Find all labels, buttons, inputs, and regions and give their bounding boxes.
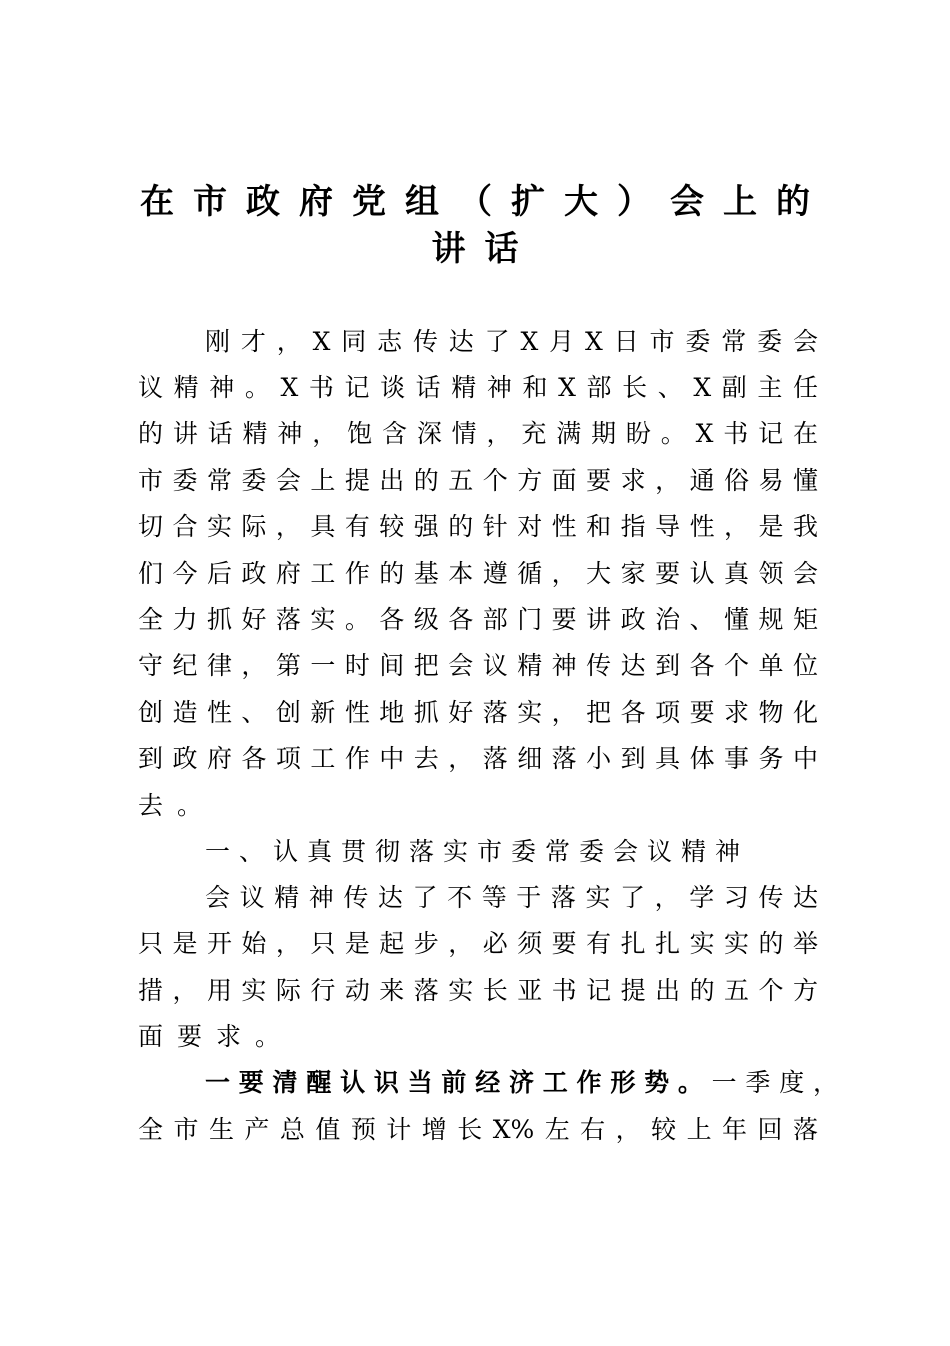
paragraph-line: 刚才，X同志传达了X月X日市委常委会 [205, 327, 818, 356]
paragraph-line: 守纪律，第一时间把会议精神传达到各个单位 [138, 651, 818, 680]
paragraph-line: 创造性、创新性地抓好落实，把各项要求物化 [138, 698, 818, 727]
paragraph-line: 议精神。X书记谈话精神和X部长、X副主任 [138, 373, 818, 402]
paragraph-line: 到政府各项工作中去，落细落小到具体事务中 [138, 744, 818, 773]
paragraph-line: 市委常委会上提出的五个方面要求，通俗易懂 [138, 466, 818, 495]
document-title-line2: 讲话 [431, 229, 538, 269]
paragraph-line: 面要求。 [138, 1022, 295, 1051]
paragraph-line: 全市生产总值预计增长X%左右，较上年回落 [138, 1115, 818, 1144]
paragraph-line: 措，用实际行动来落实长亚书记提出的五个方 [138, 976, 818, 1005]
paragraph-line: 切合实际，具有较强的针对性和指导性，是我 [138, 512, 818, 541]
paragraph-line [205, 1060, 838, 1106]
paragraph-line: 只是开始，只是起步，必须要有扎扎实实的举 [138, 929, 818, 958]
bold-lead-text: 一要清醒认识当前经济工作形势。 [205, 1068, 712, 1097]
paragraph-line: 去。 [138, 791, 217, 820]
paragraph-line: 们今后政府工作的基本遵循，大家要认真领会 [138, 559, 818, 588]
section-heading: 一、认真贯彻落实市委常委会议精神 [205, 837, 750, 866]
paragraph-line: 的讲话精神，饱含深情，充满期盼。X书记在 [138, 419, 818, 448]
paragraph-line: 全力抓好落实。各级各部门要讲政治、懂规矩 [138, 605, 818, 634]
paragraph-text: 一季度， [711, 1068, 838, 1097]
paragraph-line: 会议精神传达了不等于落实了，学习传达 [205, 883, 818, 912]
document-title-line1: 在市政府党组（扩大）会上的 [140, 182, 829, 222]
